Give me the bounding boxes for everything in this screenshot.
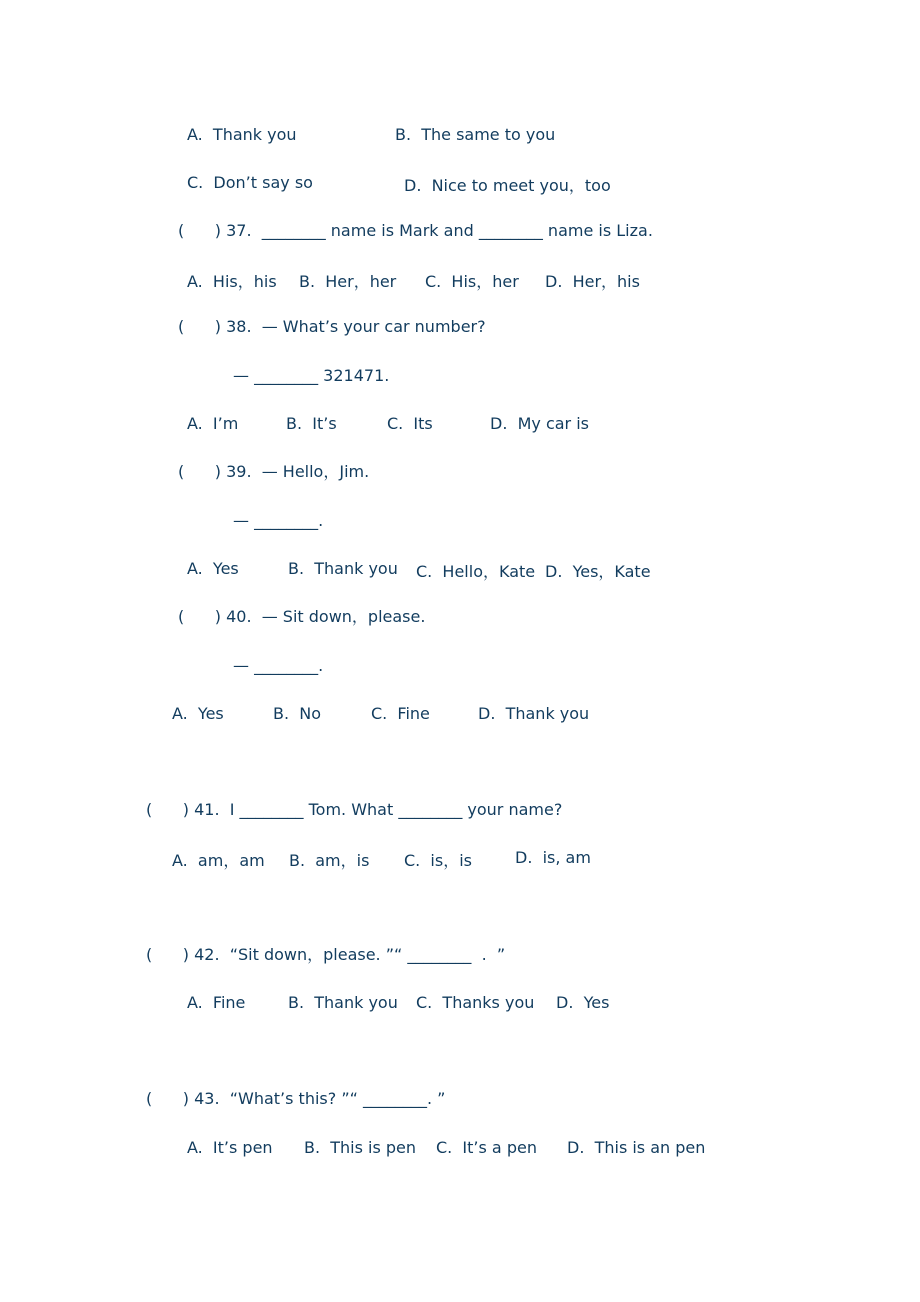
q41-option-c: C. is，is (404, 851, 472, 870)
q41-option-a: A. am，am (172, 851, 265, 870)
q41-stem: ( ) 41. I ________ Tom. What ________ your name? (146, 800, 563, 819)
q41-option-d: D. is, am (515, 848, 591, 867)
q40-stem: ( ) 40. — Sit down，please. (178, 607, 426, 626)
q40-option-a: A. Yes (172, 704, 224, 723)
q42-stem: ( ) 42. “Sit down，please. ”“ ________ . ” (146, 945, 506, 964)
q38-option-d: D. My car is (490, 414, 589, 433)
q38-stem: ( ) 38. — What’s your car number? (178, 317, 486, 336)
q36-option-b: B. The same to you (395, 125, 556, 144)
q40-option-b: B. No (273, 704, 321, 723)
q40-option-d: D. Thank you (478, 704, 590, 723)
q37-option-a: A. His，his (187, 272, 277, 291)
q37-option-d: D. Her，his (545, 272, 640, 291)
q39-option-b: B. Thank you (288, 559, 398, 578)
q42-option-d: D. Yes (556, 993, 610, 1012)
q43-option-a: A. It’s pen (187, 1138, 273, 1157)
q36-option-d: D. Nice to meet you，too (404, 176, 611, 195)
q37-option-b: B. Her，her (299, 272, 397, 291)
q36-option-a: A. Thank you (187, 125, 297, 144)
q39-option-a: A. Yes (187, 559, 239, 578)
q36-option-c: C. Don’t say so (187, 173, 313, 192)
q41-option-b: B. am，is (289, 851, 370, 870)
q43-option-b: B. This is pen (304, 1138, 417, 1157)
q43-stem: ( ) 43. “What’s this? ”“ ________. ” (146, 1089, 446, 1108)
q43-option-d: D. This is an pen (567, 1138, 706, 1157)
q38-option-b: B. It’s (286, 414, 337, 433)
q42-option-a: A. Fine (187, 993, 246, 1012)
q42-option-b: B. Thank you (288, 993, 398, 1012)
q38-option-c: C. Its (387, 414, 433, 433)
q37-stem: ( ) 37. ________ name is Mark and ________ name is Liza. (178, 221, 653, 240)
q37-option-c: C. His，her (425, 272, 519, 291)
q39-option-d: D. Yes，Kate (545, 562, 651, 581)
q39-stem: ( ) 39. — Hello，Jim. (178, 462, 370, 481)
q39-reply: — ________. (233, 511, 324, 530)
q39-option-c: C. Hello，Kate (416, 562, 536, 581)
q38-reply: — ________ 321471. (233, 366, 390, 385)
q43-option-c: C. It’s a pen (436, 1138, 537, 1157)
q42-option-c: C. Thanks you (416, 993, 535, 1012)
q40-reply: — ________. (233, 656, 324, 675)
q38-option-a: A. I’m (187, 414, 239, 433)
q40-option-c: C. Fine (371, 704, 430, 723)
